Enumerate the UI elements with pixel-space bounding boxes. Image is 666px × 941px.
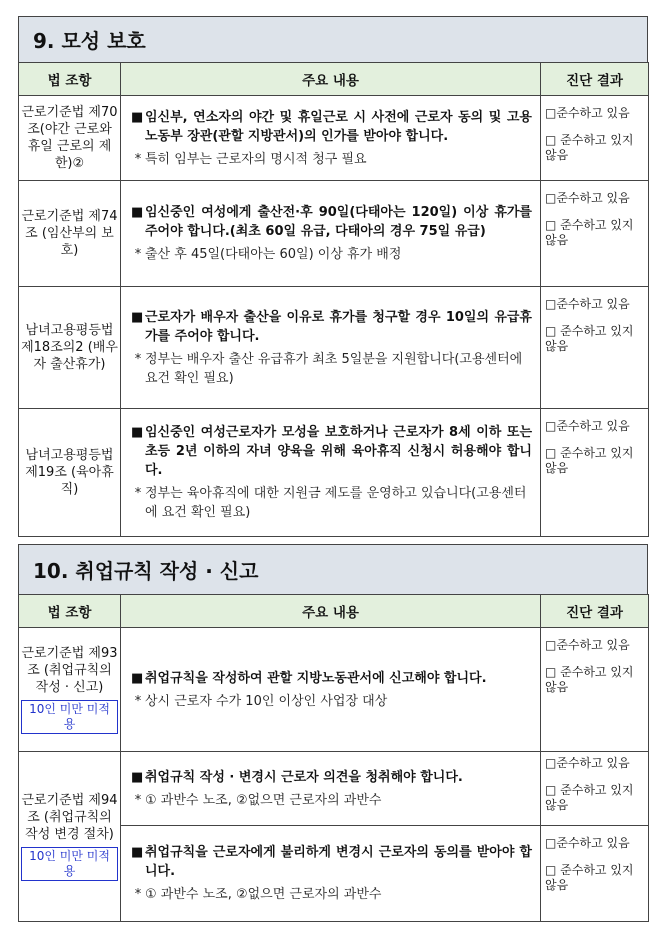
law-article: 근로기준법 제74조 (임산부의 보호) bbox=[19, 181, 121, 287]
bullet-icon: ■ bbox=[131, 425, 144, 440]
section-9-table bbox=[18, 62, 649, 537]
bullet-icon: ■ bbox=[131, 845, 144, 860]
note-text: 특히 임부는 근로자의 명시적 청구 필요 bbox=[145, 151, 367, 167]
main-requirement: 임신부, 연소자의 야간 및 휴일근로 시 사전에 근로자 동의 및 고용노동부 장관(관할 지방관서)의 인가를 받아야 합니다. bbox=[145, 109, 532, 144]
main-content bbox=[121, 181, 541, 287]
note-text: ① 과반수 노조, ②없으면 근로자의 과반수 bbox=[145, 887, 382, 902]
table-row bbox=[19, 96, 649, 181]
section-10-table bbox=[18, 594, 649, 922]
asterisk-icon: * bbox=[134, 351, 142, 367]
main-content bbox=[121, 409, 541, 537]
asterisk-icon: * bbox=[134, 151, 142, 167]
noncomply-checkbox[interactable]: □ 준수하고 있지 않음 bbox=[545, 218, 634, 247]
law-article-cell bbox=[19, 628, 121, 752]
diagnosis-result bbox=[541, 181, 649, 287]
law-article: 남녀고용평등법 제19조 (육아휴직) bbox=[19, 409, 121, 537]
header-result: 진단 결과 bbox=[541, 63, 649, 96]
noncomply-checkbox[interactable]: □ 준수하고 있지 않음 bbox=[545, 863, 634, 892]
law-article-cell bbox=[19, 752, 121, 922]
note-text: 출산 후 45일(다태아는 60일) 이상 휴가 배정 bbox=[145, 247, 402, 262]
bullet-icon: ■ bbox=[131, 109, 144, 125]
main-content bbox=[121, 826, 541, 922]
noncomply-checkbox[interactable]: □ 준수하고 있지 않음 bbox=[545, 324, 634, 353]
asterisk-icon: * bbox=[134, 486, 142, 501]
table-row bbox=[19, 628, 649, 752]
main-requirement: 근로자가 배우자 출산을 이유로 휴가를 청구할 경우 10일의 유급휴가를 주어야 합니다. bbox=[145, 309, 532, 344]
section-10-title: 10. 취업규칙 작성 · 신고 bbox=[18, 544, 648, 594]
diagnosis-result bbox=[541, 96, 649, 181]
main-content bbox=[121, 96, 541, 181]
main-content bbox=[121, 752, 541, 826]
note-text: 정부는 육아휴직에 대한 지원금 제도를 운영하고 있습니다(고용센터에 요건 확인 필요) bbox=[145, 486, 527, 520]
law-article: 근로기준법 제93조 (취업규칙의 작성 · 신고) bbox=[21, 646, 118, 695]
table-row bbox=[19, 752, 649, 826]
comply-checkbox[interactable]: □준수하고 있음 bbox=[545, 297, 630, 311]
main-requirement: 임신중인 여성근로자가 모성을 보호하거나 근로자가 8세 이하 또는 초등 2년 이하의 자녀 양육을 위해 육아휴직 신청시 허용해야 합니다. bbox=[145, 425, 532, 478]
noncomply-checkbox[interactable]: □ 준수하고 있지 않음 bbox=[545, 446, 634, 475]
law-article: 근로기준법 제70조(야간 근로와 휴일 근로의 제한)② bbox=[19, 96, 121, 181]
main-requirement: 취업규칙 작성 · 변경시 근로자 의견을 청취해야 합니다. bbox=[145, 769, 463, 785]
diagnosis-result bbox=[541, 287, 649, 409]
diagnosis-result bbox=[541, 628, 649, 752]
exemption-badge: 10인 미만 미적용 bbox=[21, 847, 118, 881]
bullet-icon: ■ bbox=[131, 769, 144, 785]
asterisk-icon: * bbox=[134, 887, 142, 902]
noncomply-checkbox[interactable]: □ 준수하고 있지 않음 bbox=[545, 665, 634, 694]
comply-checkbox[interactable]: □준수하고 있음 bbox=[545, 638, 630, 652]
exemption-badge: 10인 미만 미적용 bbox=[21, 700, 118, 734]
note-text: 정부는 배우자 출산 유급휴가 최초 5일분을 지원합니다(고용센터에 요건 확인 필요) bbox=[145, 351, 523, 386]
asterisk-icon: * bbox=[134, 792, 142, 808]
diagnosis-result bbox=[541, 826, 649, 922]
noncomply-checkbox[interactable]: □ 준수하고 있지 않음 bbox=[545, 783, 634, 812]
header-content: 주요 내용 bbox=[121, 595, 541, 628]
table-header-row bbox=[19, 595, 649, 628]
noncomply-checkbox[interactable]: □ 준수하고 있지 않음 bbox=[545, 133, 634, 162]
law-article: 남녀고용평등법 제18조의2 (배우자 출산휴가) bbox=[19, 287, 121, 409]
bullet-icon: ■ bbox=[131, 309, 144, 325]
table-row bbox=[19, 409, 649, 537]
asterisk-icon: * bbox=[134, 247, 142, 262]
asterisk-icon: * bbox=[134, 693, 142, 709]
section-9-title: 9. 모성 보호 bbox=[18, 16, 648, 62]
bullet-icon: ■ bbox=[131, 670, 144, 686]
comply-checkbox[interactable]: □준수하고 있음 bbox=[545, 191, 630, 205]
header-content: 주요 내용 bbox=[121, 63, 541, 96]
header-result: 진단 결과 bbox=[541, 595, 649, 628]
bullet-icon: ■ bbox=[131, 205, 144, 220]
main-content bbox=[121, 628, 541, 752]
main-requirement: 취업규칙을 작성하여 관할 지방노동관서에 신고해야 합니다. bbox=[145, 670, 487, 686]
note-text: 상시 근로자 수가 10인 이상인 사업장 대상 bbox=[145, 693, 388, 709]
table-row bbox=[19, 181, 649, 287]
main-requirement: 취업규칙을 근로자에게 불리하게 변경시 근로자의 동의를 받아야 합니다. bbox=[145, 845, 532, 879]
diagnosis-result bbox=[541, 752, 649, 826]
table-header-row bbox=[19, 63, 649, 96]
comply-checkbox[interactable]: □준수하고 있음 bbox=[545, 419, 630, 433]
comply-checkbox[interactable]: □준수하고 있음 bbox=[545, 106, 630, 120]
diagnosis-result bbox=[541, 409, 649, 537]
comply-checkbox[interactable]: □준수하고 있음 bbox=[545, 836, 630, 850]
main-content bbox=[121, 287, 541, 409]
law-article: 근로기준법 제94조 (취업규칙의 작성 변경 절차) bbox=[21, 793, 118, 842]
note-text: ① 과반수 노조, ②없으면 근로자의 과반수 bbox=[145, 792, 382, 808]
table-row bbox=[19, 287, 649, 409]
header-law: 법 조항 bbox=[19, 63, 121, 96]
comply-checkbox[interactable]: □준수하고 있음 bbox=[545, 756, 630, 770]
header-law: 법 조항 bbox=[19, 595, 121, 628]
main-requirement: 임신중인 여성에게 출산전·후 90일(다태아는 120일) 이상 휴가를 주어야 합니다.(최초 60일 유급, 다태아의 경우 75일 유급) bbox=[145, 205, 532, 239]
